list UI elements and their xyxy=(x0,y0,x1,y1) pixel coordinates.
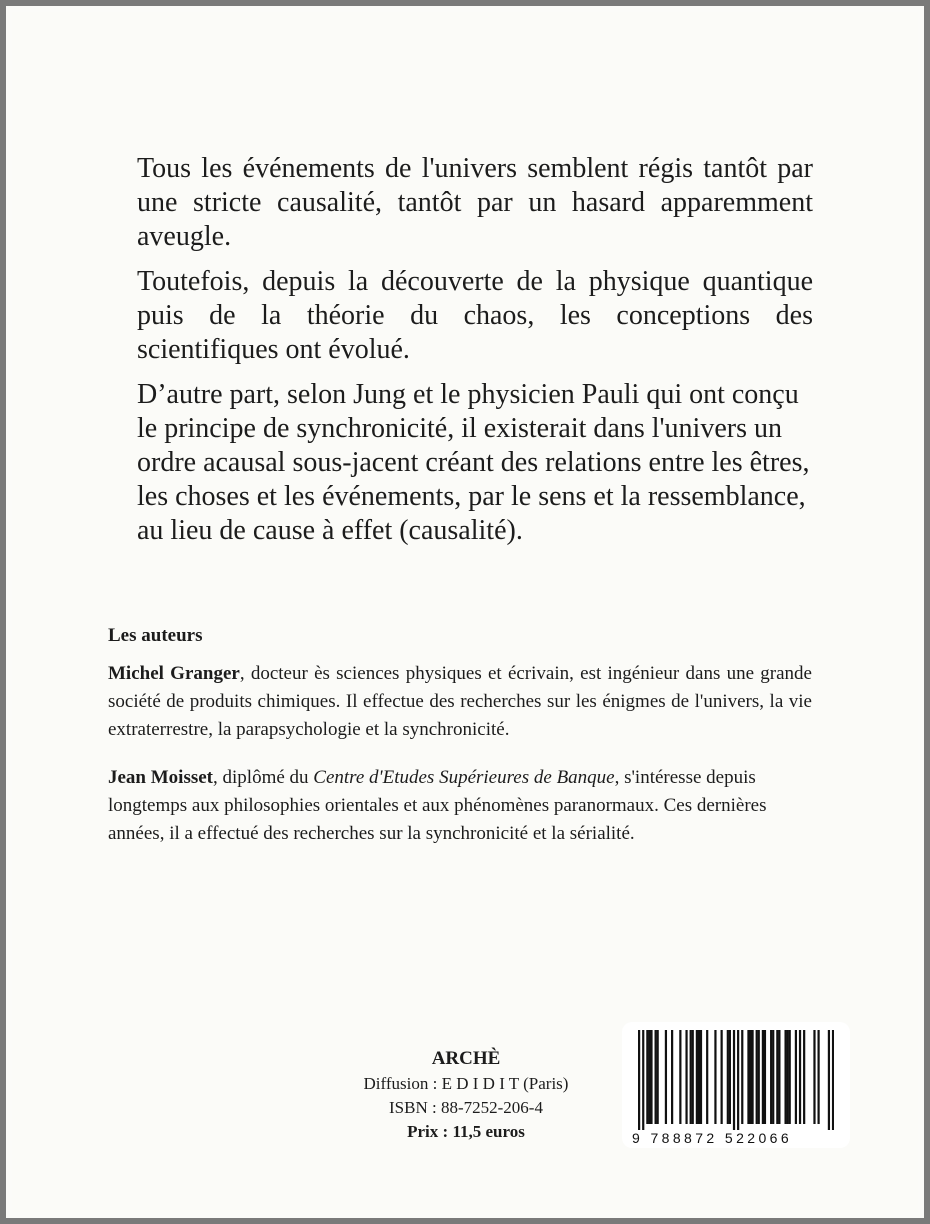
barcode-bar xyxy=(679,1030,681,1124)
barcode-bar xyxy=(751,1030,753,1124)
isbn-line: ISBN : 88-7252-206-4 xyxy=(389,1098,543,1117)
publisher-info xyxy=(330,1046,602,1144)
barcode-bar xyxy=(655,1030,657,1124)
author-bio-moisset-intro: , diplômé du xyxy=(213,767,314,788)
barcode-bar xyxy=(727,1030,729,1124)
barcode-bar xyxy=(665,1030,667,1124)
barcode-bar xyxy=(747,1030,749,1124)
barcode xyxy=(622,1022,850,1148)
blurb-paragraph-1: Tous les événements de l'univers semblent régis tantôt par une stricte causalité, tantôt par un hasard apparemment aveugle. xyxy=(137,153,813,252)
barcode-bar xyxy=(778,1030,780,1124)
price-line: Prix : 11,5 euros xyxy=(407,1122,525,1141)
barcode-bar xyxy=(832,1030,834,1130)
barcode-bar xyxy=(758,1030,760,1124)
author-bio-moisset xyxy=(108,764,812,848)
barcode-bar xyxy=(733,1030,735,1130)
blurb-paragraph-3: D’autre part, selon Jung et le physicien Pauli qui ont conçu le principe de synchronicité, il existerait dans l'univers un ordre acausal sous-jacent créant des relations entre les êtres, les choses et les événements, par le sens et la ressemblance, au lieu de cause à effet (causalité). xyxy=(137,379,810,546)
barcode-bar xyxy=(772,1030,774,1124)
barcode-bar xyxy=(648,1030,650,1124)
barcode-bar xyxy=(803,1030,805,1124)
barcode-bar xyxy=(721,1030,723,1124)
barcode-bar xyxy=(646,1030,648,1124)
barcode-bar xyxy=(784,1030,786,1124)
barcode-bar xyxy=(817,1030,819,1124)
barcode-bar xyxy=(650,1030,652,1124)
barcode-bar xyxy=(799,1030,801,1124)
publisher-name: ARCHÈ xyxy=(431,1048,501,1069)
barcode-bar xyxy=(690,1030,692,1124)
barcode-bar xyxy=(692,1030,694,1124)
blurb-text xyxy=(137,152,813,559)
barcode-bar xyxy=(770,1030,772,1124)
barcode-bars xyxy=(638,1030,834,1130)
barcode-bar xyxy=(657,1030,659,1124)
barcode-bar xyxy=(828,1030,830,1130)
barcode-bar xyxy=(813,1030,815,1124)
authors-heading: Les auteurs xyxy=(108,625,203,646)
author-institution: Centre d'Etudes Supérieures de Banque xyxy=(313,767,615,788)
barcode-bar xyxy=(685,1030,687,1124)
barcode-bar xyxy=(741,1030,743,1124)
barcode-bar xyxy=(698,1030,700,1124)
barcode-bar xyxy=(776,1030,778,1124)
barcode-bar xyxy=(749,1030,751,1124)
barcode-bar xyxy=(789,1030,791,1124)
barcode-bar xyxy=(764,1030,766,1124)
barcode-bar xyxy=(638,1030,640,1130)
author-name-granger: Michel Granger xyxy=(108,663,240,684)
author-bio-granger-text: , docteur ès sciences physiques et écrivain, est ingénieur dans une grande société de produits chimiques. Il effectue des recherches sur les énigmes de l'univers, la vie extraterrestre, la parapsychologie et la synchronicité. xyxy=(108,663,812,740)
author-bio-moisset-text: , s'intéresse depuis longtemps aux philosophies orientales et aux phénomènes paranormaux. Ces dernières années, il a effectué des recherches sur la synchronicité et la sérialité. xyxy=(108,767,767,844)
barcode-bar xyxy=(737,1030,739,1130)
barcode-bar xyxy=(706,1030,708,1124)
barcode-bar xyxy=(714,1030,716,1124)
authors-section xyxy=(108,622,812,868)
author-bio-granger xyxy=(108,660,812,744)
author-name-moisset: Jean Moisset xyxy=(108,767,214,788)
barcode-bar xyxy=(787,1030,789,1124)
barcode-digits: 9 788872 522066 xyxy=(632,1130,792,1146)
barcode-bar xyxy=(795,1030,797,1124)
diffusion-line: Diffusion : E D I D I T (Paris) xyxy=(363,1074,569,1093)
barcode-bar xyxy=(642,1030,644,1130)
blurb-paragraph-2: Toutefois, depuis la découverte de la physique quantique puis de la théorie du chaos, les conceptions des scientifiques ont évolué. xyxy=(137,266,813,365)
barcode-bar xyxy=(700,1030,702,1124)
barcode-bar xyxy=(696,1030,698,1124)
barcode-bar xyxy=(756,1030,758,1124)
barcode-bar xyxy=(729,1030,731,1124)
barcode-bar xyxy=(762,1030,764,1124)
barcode-bar xyxy=(671,1030,673,1124)
